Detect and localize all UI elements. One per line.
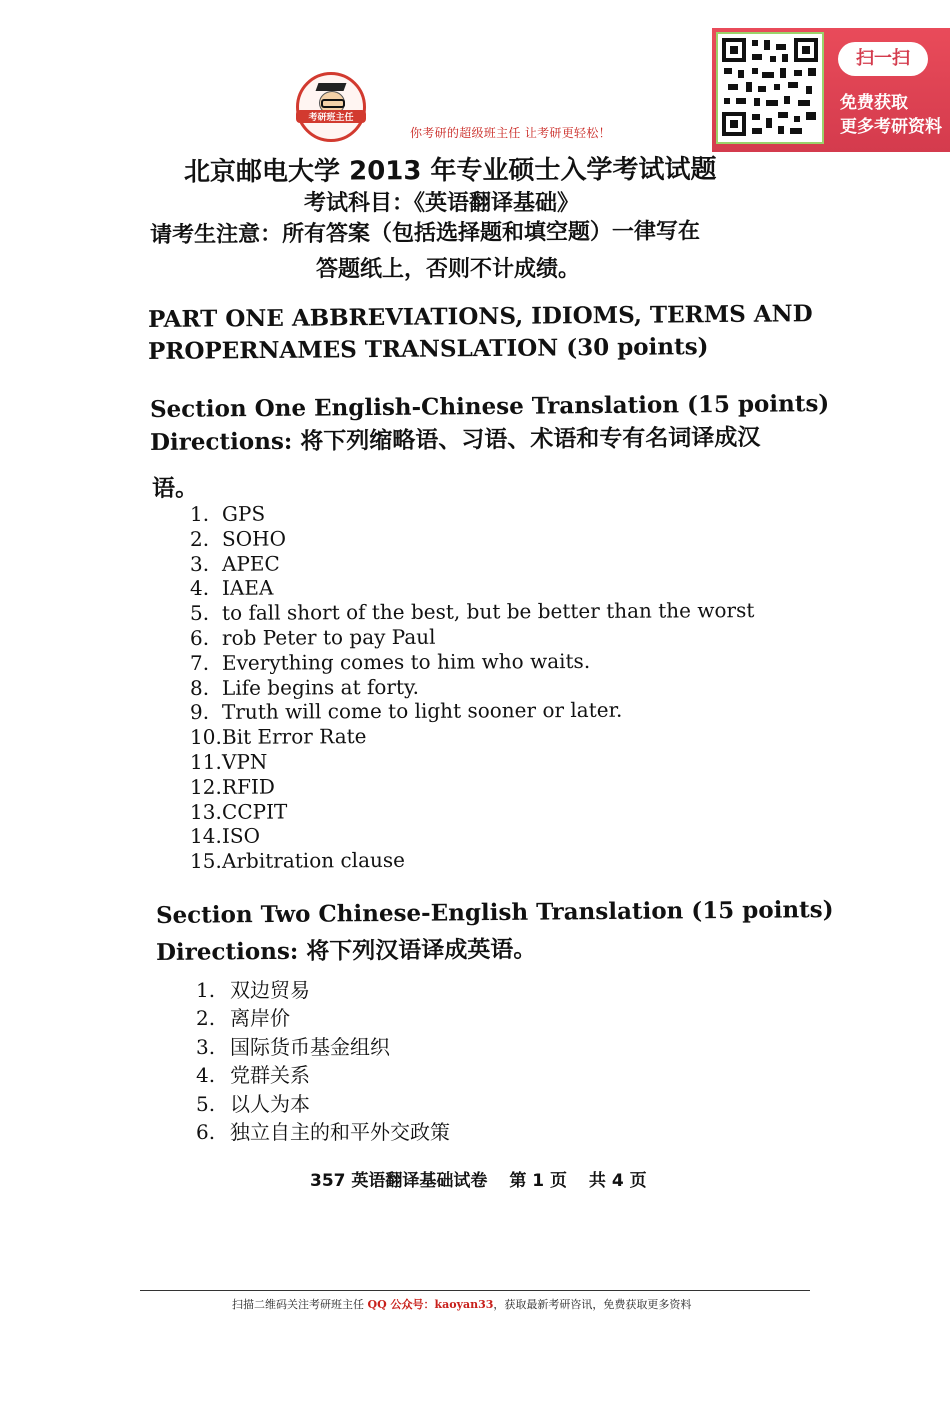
page-footer <box>310 1166 663 1191</box>
section-one-directions-line1: Directions: 将下列缩略语、习语、术语和专有名词译成汉 <box>149 423 761 456</box>
footer-divider <box>140 1290 810 1291</box>
qq-account: QQ 公众号：kaoyan33 <box>367 1298 494 1311</box>
list-item: 12.RFID <box>189 774 275 799</box>
bottom-note: 扫描二维码关注考研班主任 QQ 公众号：kaoyan33，获取最新考研咨讯，免费获取更多资料 <box>232 1298 692 1311</box>
list-item: 2. SOHO <box>189 526 286 551</box>
page-total: 共 4 页 <box>588 1171 647 1191</box>
list-item: 5. 以人为本 <box>196 1091 310 1116</box>
qr-code-icon <box>716 32 824 144</box>
list-item: 9. Truth will come to light sooner or later. <box>189 698 623 725</box>
notice-line1: 请考生注意：所有答案（包括选择题和填空题）一律写在 <box>149 219 701 248</box>
promo-text-line1: 免费获取 <box>840 93 908 113</box>
notice-line2: 答题纸上，否则不计成绩。 <box>316 257 581 282</box>
list-item: 11.VPN <box>189 749 268 774</box>
list-item: 1. 双边贸易 <box>196 978 310 1002</box>
graduation-cap-icon <box>316 83 347 91</box>
logo-text: 考研班主任 <box>296 110 366 123</box>
paper-name: 357 英语翻译基础试卷 <box>310 1171 488 1191</box>
section-two-directions: Directions: 将下列汉语译成英语。 <box>155 935 537 966</box>
scan-badge: 扫一扫 <box>838 42 928 76</box>
section-one-title: Section One English-Chinese Translation (15 points) <box>149 390 830 423</box>
promo-text-line2: 更多考研资料 <box>840 117 942 137</box>
list-item: 7. Everything comes to him who waits. <box>189 648 591 675</box>
list-item: 3. APEC <box>189 551 280 576</box>
glasses-icon <box>321 99 345 108</box>
list-item: 14.ISO <box>189 823 261 849</box>
section-one-list <box>190 502 754 874</box>
list-item: 8. Life begins at forty. <box>189 674 420 700</box>
exam-subject: 考试科目：《英语翻译基础》 <box>304 191 580 216</box>
section-two-title: Section Two Chinese-English Translation (15 points) <box>155 896 834 929</box>
part-one-title-line2: PROPERNAMES TRANSLATION (30 points) <box>147 333 709 365</box>
brand-logo <box>296 72 366 142</box>
list-item: 4. 党群关系 <box>196 1063 310 1088</box>
list-item: 6. 独立自主的和平外交政策 <box>196 1119 450 1144</box>
list-item: 15.Arbitration clause <box>189 848 406 874</box>
part-one-title-line1: PART ONE ABBREVIATIONS, IDIOMS, TERMS AND <box>147 300 813 333</box>
list-item: 4. IAEA <box>189 575 274 601</box>
section-two-list <box>196 974 450 1144</box>
section-one-directions-line2: 语。 <box>151 474 199 502</box>
list-item: 10.Bit Error Rate <box>189 724 367 750</box>
list-item: 13.CCPIT <box>189 799 288 824</box>
list-item: 2. 离岸价 <box>196 1006 290 1031</box>
page-number: 第 1 页 <box>509 1171 567 1191</box>
slogan: 你考研的超级班主任 让考研更轻松！ <box>410 126 611 140</box>
list-item: 6. rob Peter to pay Paul <box>189 624 436 650</box>
list-item: 5. to fall short of the best, but be better than the worst <box>189 598 755 626</box>
list-item: 3. 国际货币基金组织 <box>196 1034 390 1059</box>
exam-title: 北京邮电大学 2013 年专业硕士入学考试试题 <box>183 154 717 188</box>
list-item: 1. GPS <box>189 501 266 526</box>
